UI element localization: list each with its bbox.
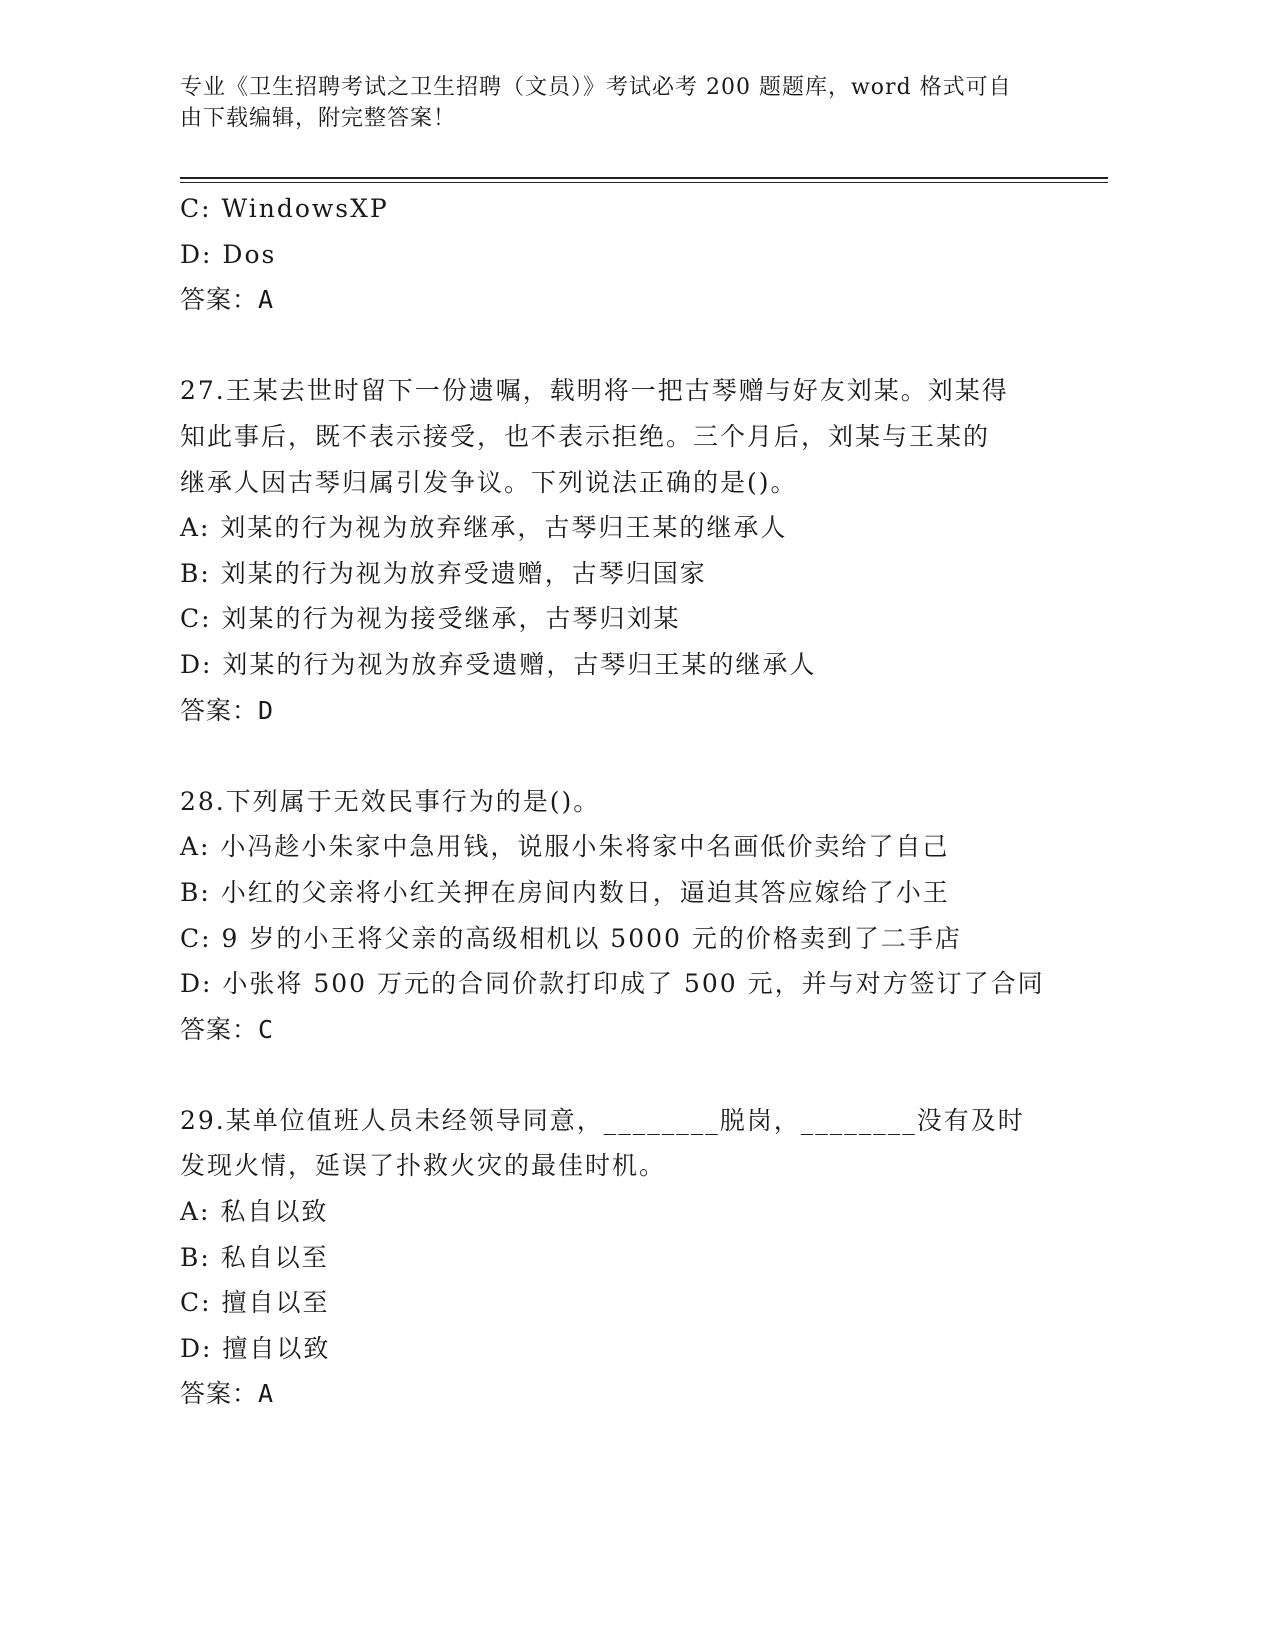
- option-b: B: 私自以至: [180, 1242, 329, 1272]
- answer-value: A: [258, 1379, 274, 1409]
- option-d: D: 擅自以致: [180, 1333, 331, 1363]
- question-stem-line: 28.下列属于无效民事行为的是()。: [180, 786, 601, 816]
- answer-line: [180, 1007, 1080, 1053]
- option-a: A: 小冯趁小朱家中急用钱，说服小朱将家中名画低价卖给了自己: [180, 832, 950, 862]
- header-rule-thick: [180, 177, 1108, 179]
- answer-label: 答案：: [180, 1379, 259, 1409]
- option-d: D: 小张将 500 万元的合同价款打印成了 500 元，并与对方签订了合同: [180, 969, 1045, 999]
- answer-label: 答案：: [180, 285, 259, 315]
- spacer: [180, 733, 1080, 779]
- option-c: C: 刘某的行为视为接受继承，古琴归刘某: [180, 604, 681, 634]
- header-rule-thin: [180, 182, 1108, 183]
- header-title-line-1: 专业《卫生招聘考试之卫生招聘（文员）》考试必考 200 题题库，word 格式可自: [180, 75, 1012, 100]
- answer-label: 答案：: [180, 1014, 259, 1044]
- document-header: [180, 72, 1060, 134]
- answer-value: C: [258, 1014, 274, 1044]
- question-fragment: [180, 186, 1080, 323]
- option-c: C: 擅自以至: [180, 1288, 330, 1318]
- document-body: [180, 186, 1080, 1417]
- header-title-line-2: 由下载编辑，附完整答案！: [180, 106, 457, 131]
- question-28: [180, 779, 1080, 1053]
- question-stem-line: 29.某单位值班人员未经领导同意，________脱岗，________没有及时: [180, 1105, 1025, 1135]
- option-c: C: WindowsXP: [180, 194, 389, 223]
- question-stem-line: 继承人因古琴归属引发争议。下列说法正确的是()。: [180, 467, 798, 497]
- answer-line: [180, 1371, 1080, 1417]
- option-d: D: Dos: [180, 239, 277, 269]
- answer-line: [180, 688, 1080, 734]
- spacer: [180, 323, 1080, 369]
- question-stem-line: 发现火情，延误了扑救火灾的最佳时机。: [180, 1151, 667, 1181]
- question-stem-line: 27.王某去世时留下一份遗嘱，载明将一把古琴赠与好友刘某。刘某得: [180, 376, 1009, 406]
- spacer: [180, 1052, 1080, 1098]
- answer-line: [180, 277, 1080, 323]
- question-27: [180, 368, 1080, 733]
- option-d: D: 刘某的行为视为放弃受遗赠，古琴归王某的继承人: [180, 649, 817, 679]
- option-a: A: 私自以致: [180, 1197, 329, 1227]
- answer-label: 答案：: [180, 695, 259, 725]
- option-b: B: 小红的父亲将小红关押在房间内数日，逼迫其答应嫁给了小王: [180, 877, 950, 907]
- answer-value: A: [258, 285, 274, 315]
- option-b: B: 刘某的行为视为放弃受遗赠，古琴归国家: [180, 558, 707, 588]
- question-stem-line: 知此事后，既不表示接受，也不表示拒绝。三个月后，刘某与王某的: [180, 421, 991, 451]
- option-a: A: 刘某的行为视为放弃继承，古琴归王某的继承人: [180, 513, 788, 543]
- answer-value: D: [258, 695, 274, 725]
- option-c: C: 9 岁的小王将父亲的高级相机以 5000 元的价格卖到了二手店: [180, 923, 962, 953]
- question-29: [180, 1098, 1080, 1417]
